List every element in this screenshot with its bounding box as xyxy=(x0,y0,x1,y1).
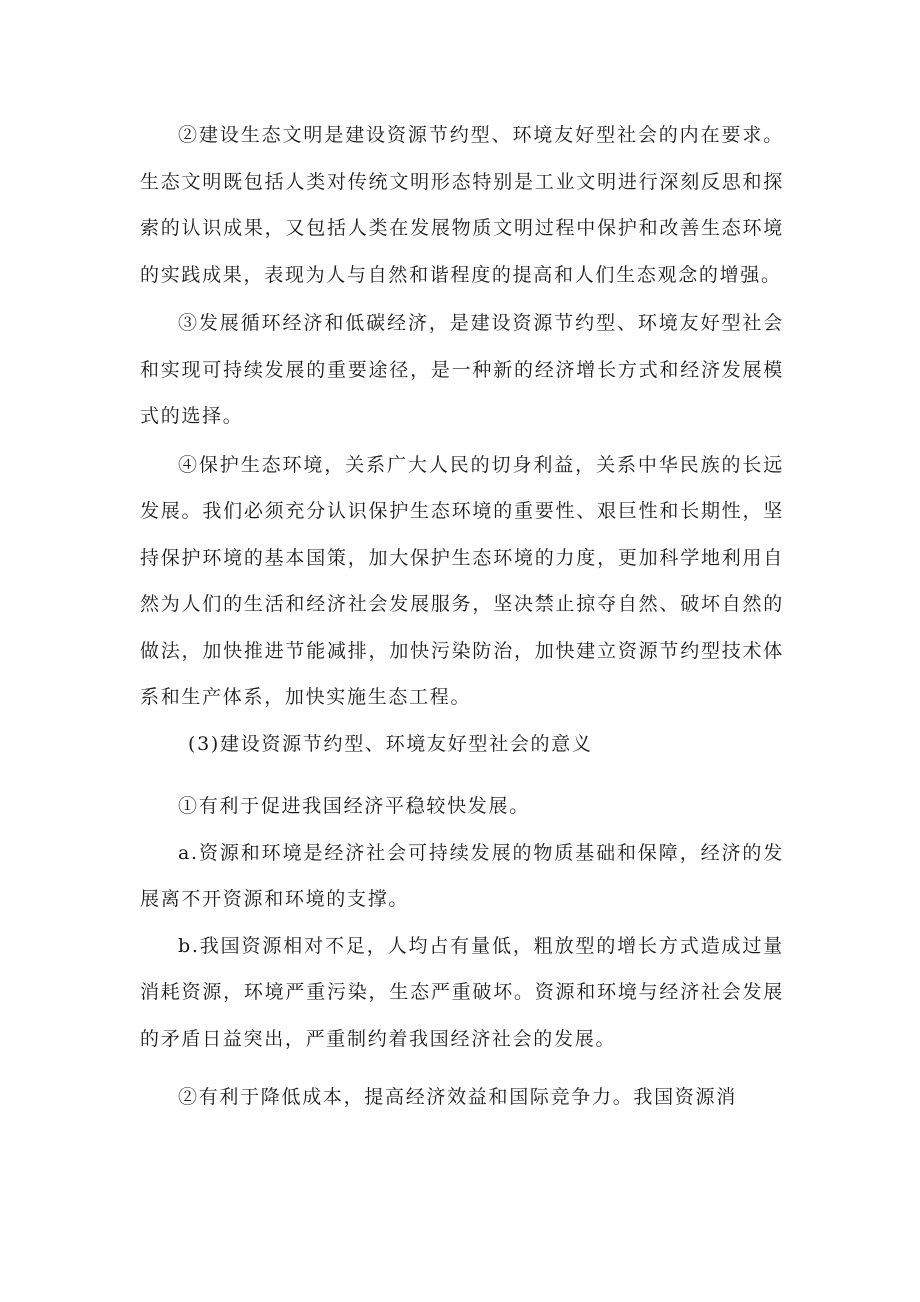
paragraph-point-a: a.资源和环境是经济社会可持续发展的物质基础和保障，经济的发展离不开资源和环境的支撑。 xyxy=(140,841,784,910)
document-body xyxy=(140,112,784,1121)
paragraph-circular-economy: ③发展循环经济和低碳经济，是建设资源节约型、环境友好型社会和实现可持续发展的重要途径，是一种新的经济增长方式和经济发展模式的选择。 xyxy=(140,312,784,427)
paragraph-protect-environment: ④保护生态环境，关系广大人民的切身利益，关系中华民族的长远发展。我们必须充分认识保护生态环境的重要性、艰巨性和长期性，坚持保护环境的基本国策，加大保护生态环境的力度，更加科学地利用自然为人们的生活和经济社会发展服务，坚决禁止掠夺自然、破坏自然的做法，加快推进节能减排，加快污染防治，加快建立资源节约型技术体系和生产体系，加快实施生态工程。 xyxy=(140,453,784,708)
section-heading-significance: (3)建设资源节约型、环境友好型社会的意义 xyxy=(188,732,593,755)
paragraph-point-b: b.我国资源相对不足，人均占有量低，粗放型的增长方式造成过量消耗资源，环境严重污染，生态严重破坏。资源和环境与经济社会发展的矛盾日益突出，严重制约着我国经济社会的发展。 xyxy=(140,934,784,1050)
paragraph-economic-development: ①有利于促进我国经济平稳较快发展。 xyxy=(178,795,530,817)
paragraph-ecological-civilization: ②建设生态文明是建设资源节约型、环境友好型社会的内在要求。生态文明既包括人类对传统文明形态特别是工业文明进行深刻反思和探索的认识成果，又包括人类在发展物质文明过程中保护和改善生态环境的实践成果，表现为人与自然和谐程度的提高和人们生态观念的增强。 xyxy=(140,124,784,286)
paragraph-reduce-cost: ②有利于降低成本，提高经济效益和国际竞争力。我国资源消 xyxy=(178,1086,737,1108)
